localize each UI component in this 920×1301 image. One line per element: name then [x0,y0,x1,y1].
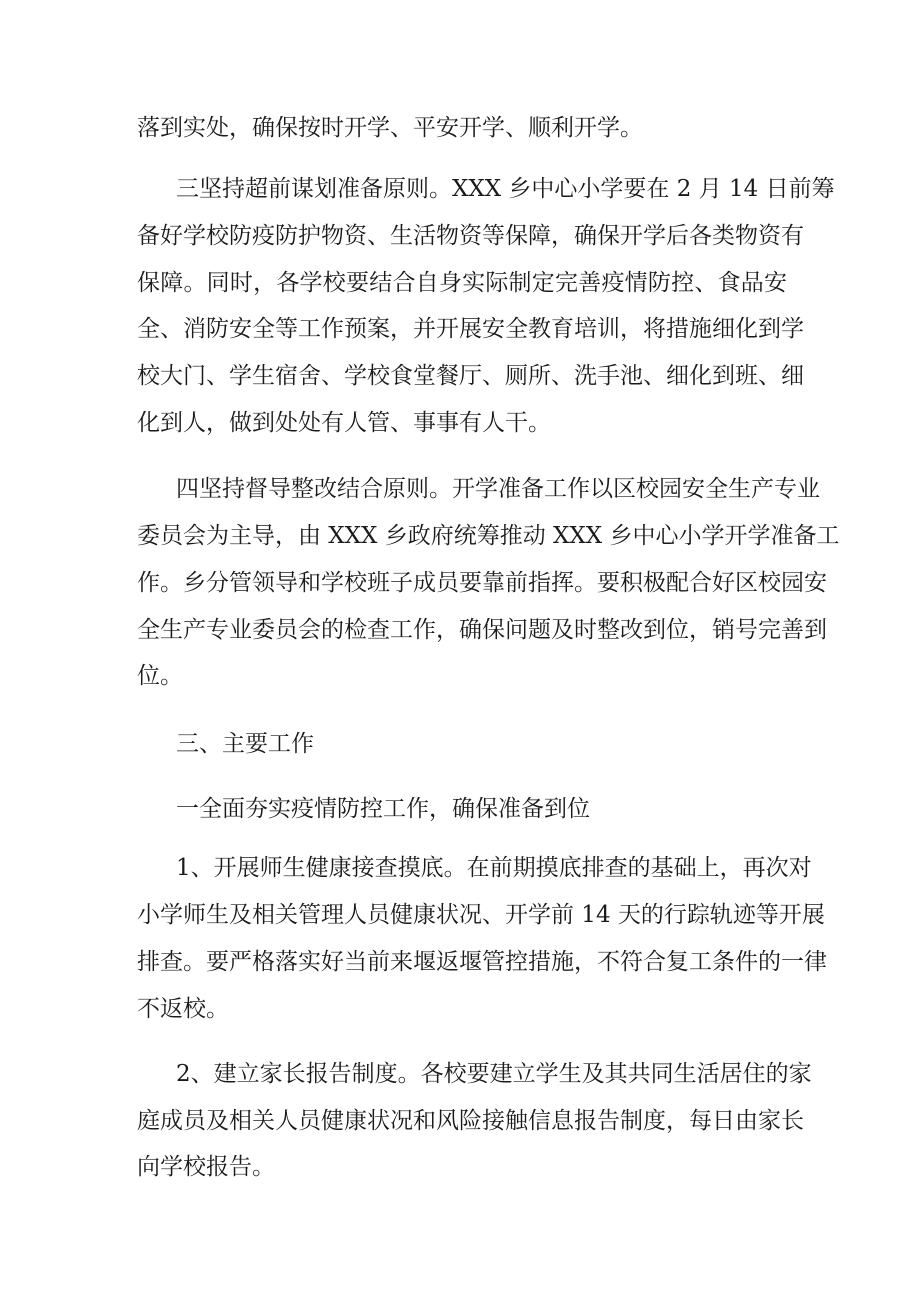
text-line: 全、消防安全等工作预案，并开展安全教育培训，将措施细化到学 [137,316,804,342]
text-line: 保障。同时，各学校要结合自身实际制定完善疫情防控、食品安 [137,270,787,296]
text-line: 委员会为主导，由 XXX 乡政府统筹推动 XXX 乡中心小学开学准备工 [137,523,840,549]
text-line: 1、开展师生健康接查摸底。在前期摸底排查的基础上，再次对 [176,855,812,881]
text-line: 2、建立家长报告制度。各校要建立学生及其共同生活居住的家 [176,1061,812,1087]
text-line: 向学校报告。 [137,1154,275,1180]
text-line: 小学师生及相关管理人员健康状况、开学前 14 天的行踪轨迹等开展 [137,902,825,928]
text-line: 化到人，做到处处有人管、事事有人干。 [137,410,551,436]
text-line: 作。乡分管领导和学校班子成员要靠前指挥。要积极配合好区校园安 [137,570,827,596]
text-line: 庭成员及相关人员健康状况和风险接触信息报告制度，每日由家长 [137,1108,804,1134]
text-line: 四坚持督导整改结合原则。开学准备工作以区校园安全生产专业 [176,476,820,502]
text-line: 全生产专业委员会的检查工作，确保问题及时整改到位，销号完善到 [137,617,827,643]
section-heading: 三、主要工作 [176,731,314,757]
text-line: 位。 [137,663,183,689]
text-line: 不返校。 [137,996,229,1022]
text-line: 校大门、学生宿舍、学校食堂餐厅、厕所、洗手池、细化到班、细 [137,363,804,389]
text-line: 排查。要严格落实好当前来堰返堰管控措施，不符合复工条件的一律 [137,949,827,975]
text-line: 备好学校防疫防护物资、生活物资等保障，确保开学后各类物资有 [137,223,804,249]
text-line: 落到实处，确保按时开学、平安开学、顺利开学。 [137,115,643,141]
text-line: 三坚持超前谋划准备原则。XXX 乡中心小学要在 2 月 14 日前筹 [176,176,835,202]
subsection-heading: 一全面夯实疫情防控工作，确保准备到位 [176,796,590,822]
